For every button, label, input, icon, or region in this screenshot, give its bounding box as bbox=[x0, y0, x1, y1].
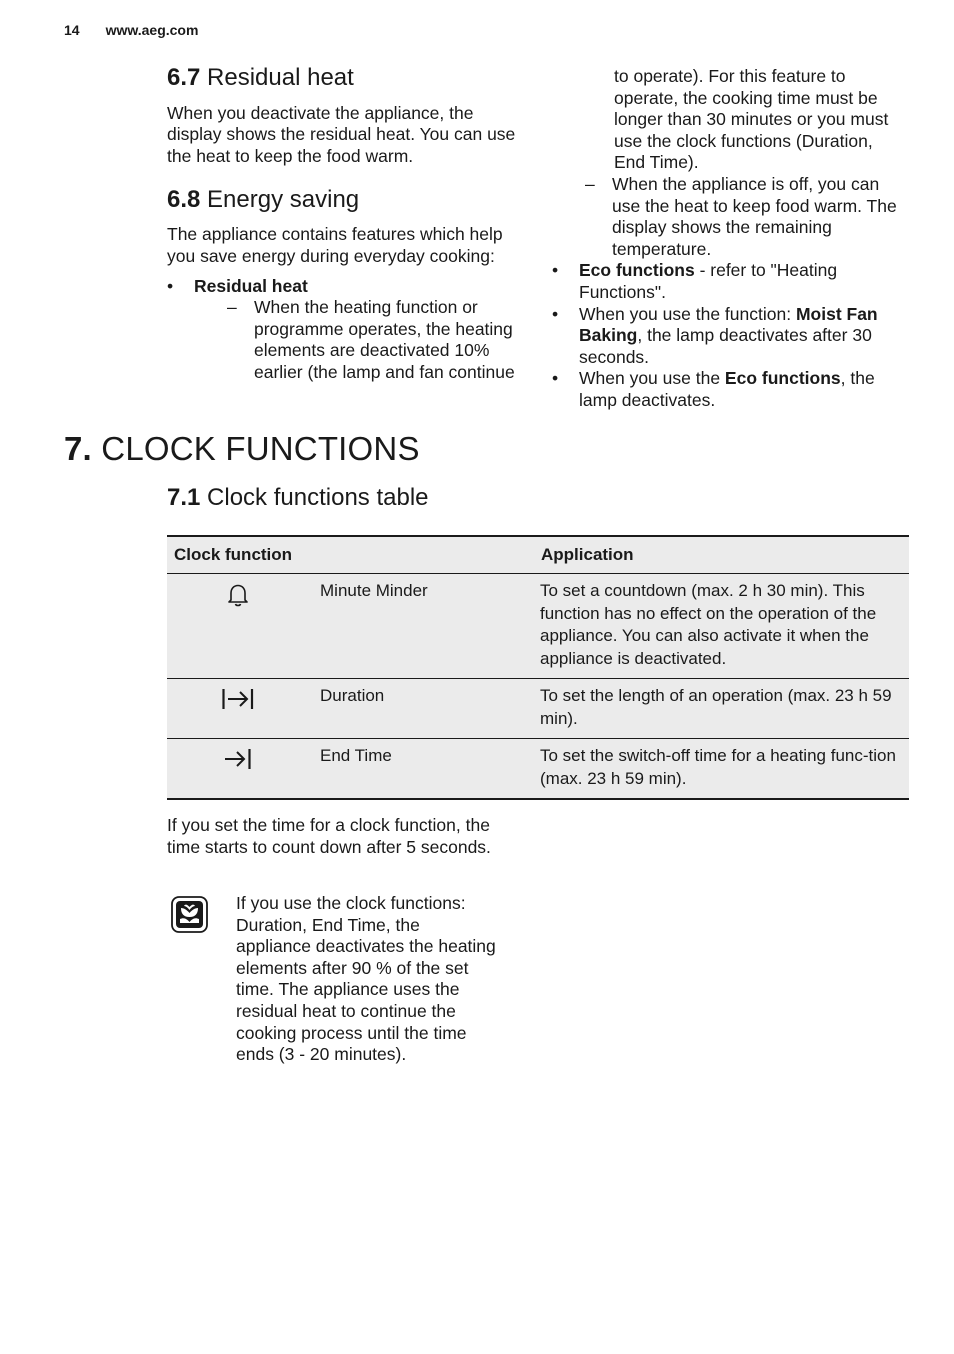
residual-heat-sublist bbox=[552, 174, 907, 260]
end-time-icon bbox=[223, 747, 253, 771]
table-header-row bbox=[167, 536, 909, 574]
section-6-8-intro: The appliance contains features which help you save energy during everyday cooking: bbox=[167, 224, 503, 266]
bell-icon bbox=[226, 582, 250, 608]
table-row bbox=[167, 574, 909, 679]
residual-heat-subitem-continued: to operate). For this feature to operate, the cooking time must be longer than 30 minutes or you must use the clock functions (Duration, End Time). bbox=[614, 66, 889, 173]
chapter-7-title: 7. CLOCK FUNCTIONS bbox=[64, 430, 420, 467]
page-header bbox=[64, 22, 198, 38]
icon-cell bbox=[167, 679, 309, 739]
website-link[interactable]: www.aeg.com bbox=[105, 22, 199, 38]
icon-cell bbox=[167, 739, 309, 800]
list-item: • Eco functions - refer to "Heating Functions". bbox=[552, 260, 907, 303]
section-6-7-body: When you deactivate the appliance, the display shows the residual heat. You can use the heat to keep the food warm. bbox=[167, 102, 516, 166]
function-name: Duration bbox=[309, 679, 534, 739]
icon-cell bbox=[167, 574, 309, 679]
energy-saving-list bbox=[167, 276, 522, 384]
column-header-application: Application bbox=[534, 536, 909, 574]
section-6-8-heading: 6.8 Energy saving bbox=[167, 185, 360, 213]
residual-heat-subitem: – When the heating function or programme operates, the heating elements are deactivated 10% earlier (the lamp and fan continue bbox=[194, 297, 522, 383]
list-item: • Residual heat – When the heating function or programme operates, the heating elements are deactivated 10% earlier (the lamp and fan continue bbox=[167, 276, 522, 384]
function-name: Minute Minder bbox=[309, 574, 534, 679]
function-name: End Time bbox=[309, 739, 534, 800]
list-item: • When you use the function: Moist Fan Baking, the lamp deactivates after 30 seconds. bbox=[552, 304, 907, 369]
page-number: 14 bbox=[64, 22, 80, 38]
after-table-text: If you set the time for a clock function, the time starts to count down after 5 seconds. bbox=[167, 815, 491, 857]
environment-tip-icon bbox=[171, 896, 208, 933]
list-item: • When you use the Eco functions, the lamp deactivates. bbox=[552, 368, 907, 411]
environment-tip-note bbox=[167, 893, 497, 1066]
clock-functions-table bbox=[167, 535, 909, 800]
table-row bbox=[167, 739, 909, 800]
column-header-clock-function: Clock function bbox=[167, 536, 534, 574]
function-application: To set the length of an operation (max. 23 h 59 min). bbox=[534, 679, 909, 739]
table-row bbox=[167, 679, 909, 739]
note-text: If you use the clock functions: Duration, End Time, the appliance deactivates the heating elements after 90 % of the set time. The appliance uses the residual heat to continue the cooking process until the time ends (3 - 20 minutes). bbox=[236, 893, 496, 1065]
section-6-7-heading: 6.7 Residual heat bbox=[167, 64, 354, 91]
duration-icon bbox=[221, 687, 255, 711]
residual-heat-subitem: – When the appliance is off, you can use the heat to keep food warm. The display shows the remaining temperature. bbox=[552, 174, 907, 260]
left-column bbox=[167, 64, 522, 384]
function-application: To set the switch-off time for a heating func-tion (max. 23 h 59 min). bbox=[534, 739, 909, 800]
section-7-1-heading: 7.1 Clock functions table bbox=[167, 484, 429, 511]
right-column bbox=[552, 66, 907, 412]
energy-saving-list-continued bbox=[552, 260, 907, 411]
function-application: To set a countdown (max. 2 h 30 min). This function has no effect on the operation of the appliance. You can also activate it when the appliance is deactivated. bbox=[534, 574, 909, 679]
